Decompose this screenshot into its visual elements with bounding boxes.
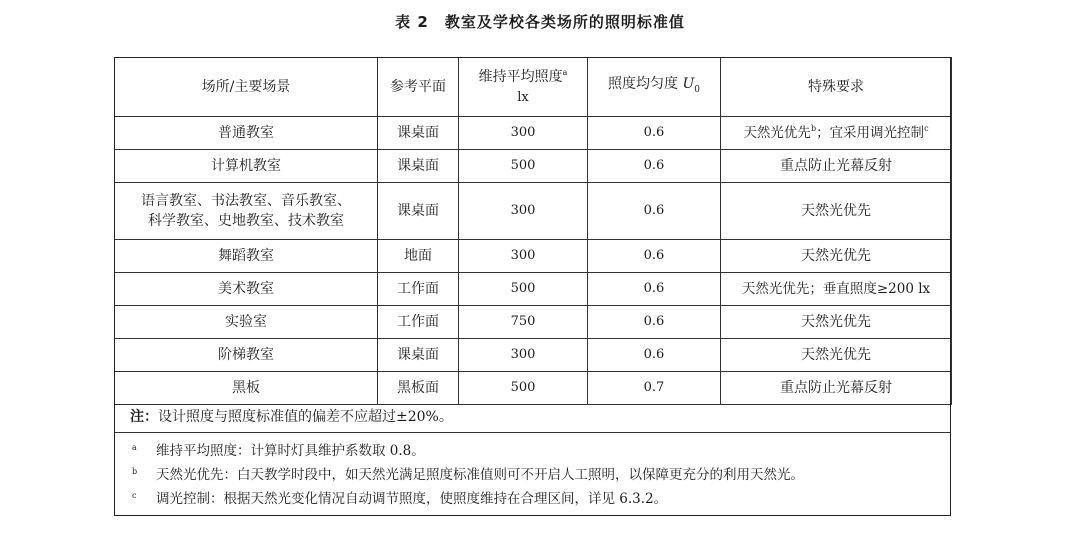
- cell-plane: 课桌面: [378, 183, 459, 240]
- footnote-mark: a: [562, 67, 568, 77]
- cell-plane: 黑板面: [378, 372, 459, 405]
- cell-special: 重点防止光幕反射: [721, 372, 952, 405]
- cell-place: 计算机教室: [115, 150, 378, 183]
- cell-special: 天然光优先: [721, 306, 952, 339]
- cell-uniformity: 0.7: [588, 372, 721, 405]
- cell-plane: 工作面: [378, 306, 459, 339]
- cell-special-part: 天然光优先: [743, 125, 811, 141]
- footnote-mark: b: [810, 124, 817, 133]
- cell-special: 天然光优先: [721, 339, 952, 372]
- cell-plane: 课桌面: [378, 150, 459, 183]
- footnote-text: 天然光优先：白天教学时段中，如天然光满足照度标准值则可不开启人工照明，以保障更充分的利用天然光。: [156, 467, 804, 483]
- header-illuminance-label: 维持平均照度: [478, 68, 563, 85]
- cell-illuminance: 300: [459, 117, 588, 150]
- footnote-mark: c: [924, 124, 929, 133]
- cell-special: 天然光优先: [721, 240, 952, 273]
- cell-uniformity: 0.6: [588, 339, 721, 372]
- cell-illuminance: 300: [459, 240, 588, 273]
- cell-place-line: 语言教室、书法教室、音乐教室、: [141, 193, 351, 209]
- cell-illuminance: 750: [459, 306, 588, 339]
- footnote-mark: a: [132, 443, 137, 452]
- cell-place: 实验室: [115, 306, 378, 339]
- cell-plane: 工作面: [378, 273, 459, 306]
- footnote-mark: b: [132, 467, 138, 476]
- footnote-text: 调光控制：根据天然光变化情况自动调节照度，使照度维持在合理区间，详见 6.3.2。: [156, 491, 668, 507]
- header-uniformity-label: 照度均匀度: [608, 76, 683, 93]
- cell-place: 阶梯教室: [115, 339, 378, 372]
- cell-plane: 课桌面: [378, 339, 459, 372]
- header-uniformity-symbol: U: [682, 76, 695, 93]
- header-place: 场所/主要场景: [115, 58, 378, 117]
- cell-illuminance: 300: [459, 339, 588, 372]
- header-plane: 参考平面: [378, 58, 459, 117]
- cell-plane: 地面: [378, 240, 459, 273]
- note-label: 注：: [130, 409, 158, 425]
- cell-uniformity: 0.6: [588, 183, 721, 240]
- cell-illuminance: 300: [459, 183, 588, 240]
- cell-special: 天然光优先: [721, 183, 952, 240]
- cell-place: 普通教室: [115, 117, 378, 150]
- cell-uniformity: 0.6: [588, 240, 721, 273]
- cell-illuminance: 500: [459, 150, 588, 183]
- table-frame: [114, 57, 951, 516]
- footnote-mark: c: [132, 491, 137, 500]
- footnote-text: 维持平均照度：计算时灯具维护系数取 0.8。: [156, 443, 425, 459]
- cell-place-line: 科学教室、史地教室、技术教室: [148, 213, 344, 229]
- cell-special: 重点防止光幕反射: [721, 150, 952, 183]
- cell-place: 美术教室: [115, 273, 378, 306]
- cell-place: 舞蹈教室: [115, 240, 378, 273]
- header-uniformity-sub: 0: [694, 84, 700, 95]
- cell-uniformity: 0.6: [588, 306, 721, 339]
- cell-uniformity: 0.6: [588, 117, 721, 150]
- note-text: 设计照度与照度标准值的偏差不应超过±20%。: [158, 409, 453, 425]
- cell-plane: 课桌面: [378, 117, 459, 150]
- cell-illuminance: 500: [459, 372, 588, 405]
- cell-uniformity: 0.6: [588, 273, 721, 306]
- cell-place: 黑板: [115, 372, 378, 405]
- cell-special: 天然光优先；垂直照度≥200 lx: [721, 273, 952, 306]
- header-illuminance-unit: lx: [517, 89, 529, 105]
- header-special: 特殊要求: [721, 58, 952, 117]
- cell-special-part: ；宜采用调光控制: [816, 125, 925, 141]
- cell-illuminance: 500: [459, 273, 588, 306]
- cell-uniformity: 0.6: [588, 150, 721, 183]
- table-title: 表 2 教室及学校各类场所的照明标准值: [395, 13, 685, 31]
